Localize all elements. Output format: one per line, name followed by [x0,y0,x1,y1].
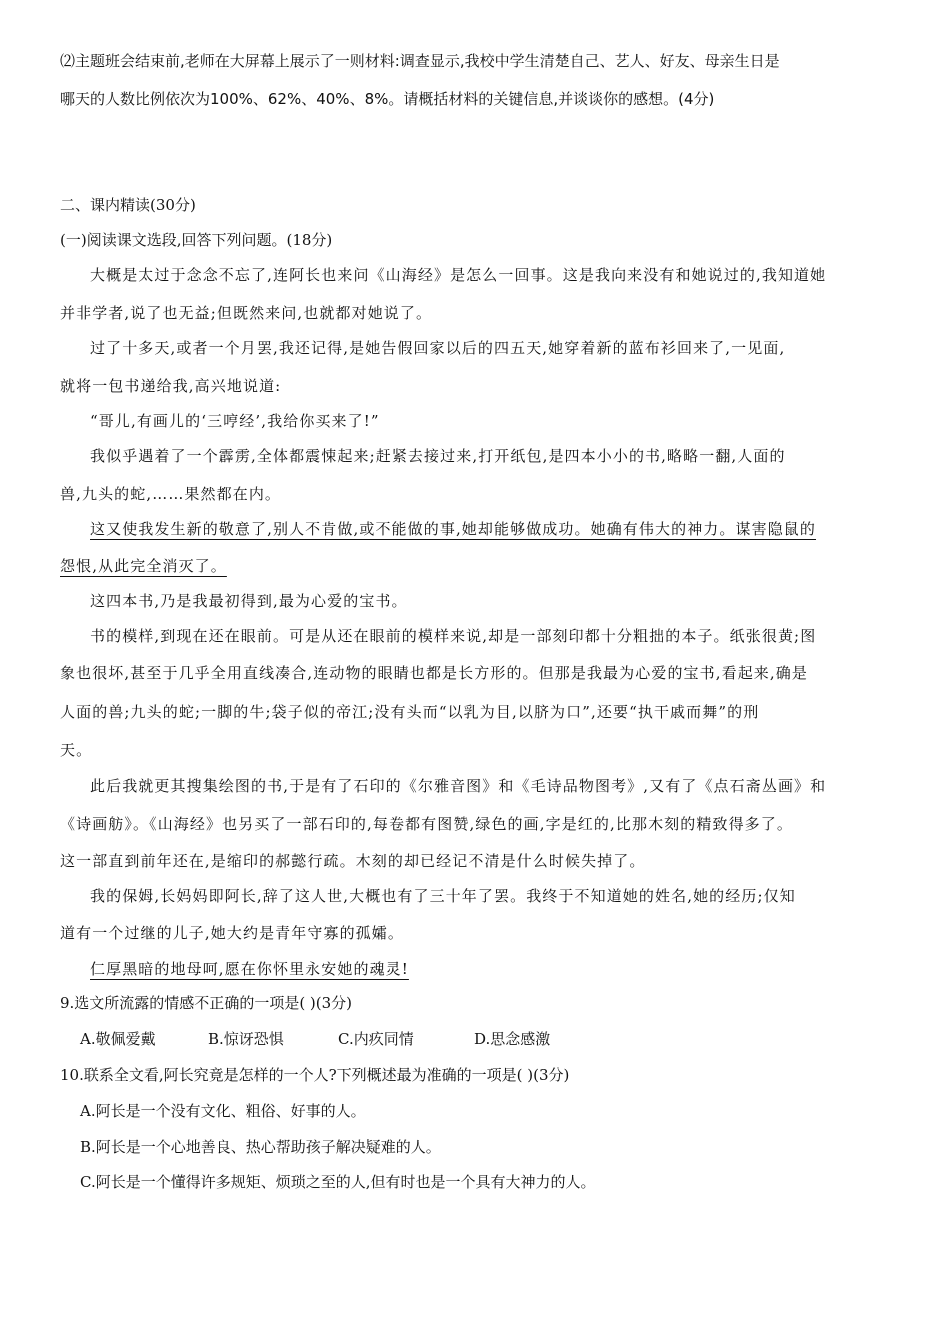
q2-text-line1: ⑵主题班会结束前,老师在大屏幕上展示了一则材料:调查显示,我校中学生清楚自己、艺人、好友、母亲生日是 [60,52,780,70]
passage-line: 过了十多天,或者一个月罢,我还记得,是她告假回家以后的四五天,她穿着新的蓝布衫回来了,一见面, [90,339,786,357]
q10-option-c[interactable]: C.阿长是一个懂得许多规矩、烦琐之至的人,但有时也是一个具有大神力的人。 [80,1173,596,1191]
passage-line: 就将一包书递给我,高兴地说道: [60,377,282,395]
q10-option-a[interactable]: A.阿长是一个没有文化、粗俗、好事的人。 [80,1102,366,1120]
passage-line: 象也很坏,甚至于几乎全用直线凑合,连动物的眼睛也都是长方形的。但那是我最为心爱的宝书,看起来,确是 [60,664,808,682]
q9-option-c[interactable]: C.内疚同情 [338,1030,414,1048]
q9-option-a[interactable]: A.敬佩爱戴 [80,1030,156,1048]
q2-text-line2: 哪天的人数比例依次为100%、62%、40%、8%。请概括材料的关键信息,并谈谈你的感想。(4分) [60,90,715,108]
passage-line: 道有一个过继的儿子,她大约是青年守寡的孤孀。 [60,924,404,942]
passage-line: “哥儿,有画儿的‘三哼经’,我给你买来了!” [90,412,380,430]
underlined-sentence-2: 仁厚黑暗的地母呵,愿在你怀里永安她的魂灵! [90,960,409,978]
passage-line: 并非学者,说了也无益;但既然来问,也就都对她说了。 [60,304,433,322]
passage-line: 天。 [60,741,93,759]
subsection-heading: (一)阅读课文选段,回答下列问题。(18分) [60,231,333,249]
passage-line: 书的模样,到现在还在眼前。可是从还在眼前的模样来说,却是一部刻印都十分粗拙的本子。纸张很黄;图 [90,627,817,645]
q10-stem: 10.联系全文看,阿长究竟是怎样的一个人?下列概述最为准确的一项是( )(3分) [60,1066,570,1084]
underlined-sentence-1a: 这又使我发生新的敬意了,别人不肯做,或不能做的事,她却能够做成功。她确有伟大的神力。谋害隐鼠的 [90,520,817,538]
passage-line: 此后我就更其搜集绘图的书,于是有了石印的《尔雅音图》和《毛诗品物图考》,又有了《点石斋丛画》和 [90,777,827,795]
passage-line: 我似乎遇着了一个霹雳,全体都震悚起来;赶紧去接过来,打开纸包,是四本小小的书,略略一翻,人面的 [90,447,786,465]
passage-line: 大概是太过于念念不忘了,连阿长也来问《山海经》是怎么一回事。这是我向来没有和她说过的,我知道她 [90,266,827,284]
q9-option-d[interactable]: D.思念感激 [474,1030,551,1048]
q10-option-b[interactable]: B.阿长是一个心地善良、热心帮助孩子解决疑难的人。 [80,1138,441,1156]
passage-line: 人面的兽;九头的蛇;一脚的牛;袋子似的帝江;没有头而“以乳为目,以脐为口”,还要“执干戚而舞”的刑 [60,703,760,721]
section-heading: 二、课内精读(30分) [60,196,196,214]
passage-line: 这一部直到前年还在,是缩印的郝懿行疏。木刻的却已经记不清是什么时候失掉了。 [60,852,646,870]
q9-stem: 9.选文所流露的情感不正确的一项是( )(3分) [60,994,353,1012]
q9-option-b[interactable]: B.惊讶恐惧 [208,1030,284,1048]
underlined-sentence-1b: 怨恨,从此完全消灭了。 [60,557,227,575]
passage-line: 兽,九头的蛇,……果然都在内。 [60,485,282,503]
passage-line: 我的保姆,长妈妈即阿长,辞了这人世,大概也有了三十年了罢。我终于不知道她的姓名,她的经历;仅知 [90,887,796,905]
passage-line: 这四本书,乃是我最初得到,最为心爱的宝书。 [90,592,408,610]
passage-line: 《诗画舫》。《山海经》也另买了一部石印的,每卷都有图赞,绿色的画,字是红的,比那木刻的精致得多了。 [60,815,793,833]
